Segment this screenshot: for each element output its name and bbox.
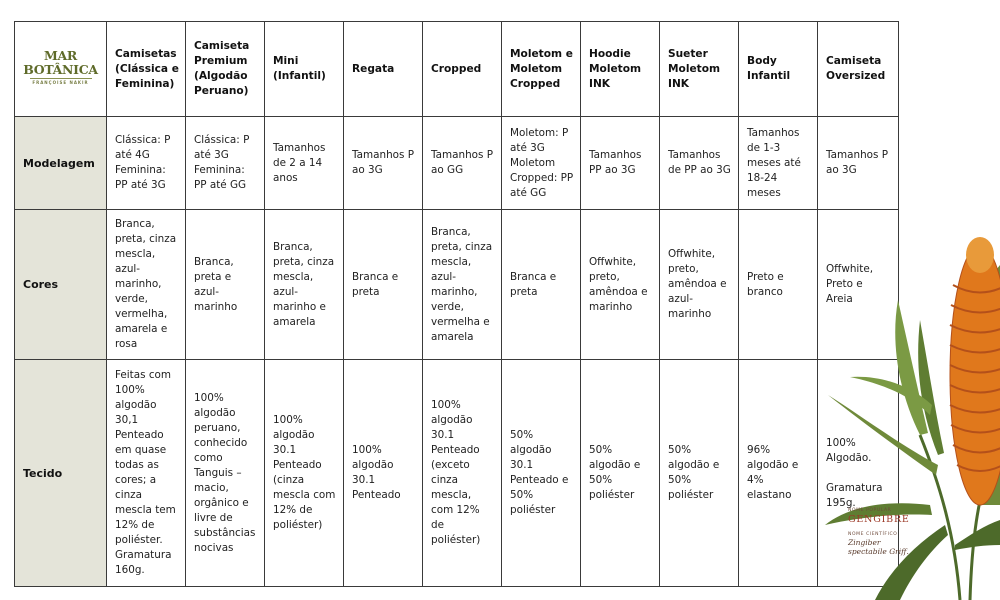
column-header: Moletom e Moletom Cropped [502, 22, 581, 117]
table-cell: 100% algodão 30.1 Penteado (cinza mescla com 12% de poliéster) [265, 360, 344, 587]
row-header: Modelagem [15, 117, 107, 210]
table-cell: Tamanhos P ao 3G [818, 117, 899, 210]
table-cell: Offwhite, Preto e Areia [818, 210, 899, 360]
table-cell: Preto e branco [739, 210, 818, 360]
product-spec-table [14, 21, 899, 587]
table-cell: Offwhite, preto, amêndoa e azul-marinho [660, 210, 739, 360]
table-row-tecido [15, 360, 899, 587]
table-cell: 96% algodão e 4% elastano [739, 360, 818, 587]
table-cell: 100% algodão peruano, conhecido como Tanguis – macio, orgânico e livre de substâncias nocivas [186, 360, 265, 587]
table-cell: Tamanhos PP ao 3G [581, 117, 660, 210]
table-cell: Moletom: P até 3G Moletom Cropped: PP até GG [502, 117, 581, 210]
table-cell: 100% algodão 30.1 Penteado [344, 360, 423, 587]
table-row-modelagem [15, 117, 899, 210]
column-header: Body Infantil [739, 22, 818, 117]
popular-name: GENGIBRE [848, 514, 910, 525]
table-cell: 50% algodão 30.1 Penteado e 50% poliéster [502, 360, 581, 587]
brand-logo [15, 49, 106, 85]
table-cell: Feitas com 100% algodão 30,1 Penteado em quase todas as cores; a cinza mescla tem 12% de poliéster. Gramatura 160g. [107, 360, 186, 587]
table-cell: Tamanhos de 2 a 14 anos [265, 117, 344, 210]
table-cell: Branca e preta [344, 210, 423, 360]
table-cell: Branca, preta e azul-marinho [186, 210, 265, 360]
table-cell: Clássica: P até 4G Feminina: PP até 3G [107, 117, 186, 210]
table-header-row [15, 22, 899, 117]
ginger-flower [950, 237, 1000, 505]
column-header: Mini (Infantil) [265, 22, 344, 117]
column-header: Sueter Moletom INK [660, 22, 739, 117]
column-header: Hoodie Moletom INK [581, 22, 660, 117]
logo-divider [30, 78, 92, 79]
column-header: Cropped [423, 22, 502, 117]
brand-tagline: FRANÇOISE NAKIR [32, 80, 89, 85]
column-header: Camisetas (Clássica e Feminina) [107, 22, 186, 117]
table-cell: Branca, preta, cinza mescla, azul-marinho, verde, vermelha e amarela [423, 210, 502, 360]
table-cell: 50% algodão e 50% poliéster [660, 360, 739, 587]
brand-name: MAR BOTÂNICA [23, 48, 98, 77]
table-cell: Tamanhos P ao 3G [344, 117, 423, 210]
table-cell: Offwhite, preto, amêndoa e marinho [581, 210, 660, 360]
table-cell: Clássica: P até 3G Feminina: PP até GG [186, 117, 265, 210]
table-cell: Branca e preta [502, 210, 581, 360]
row-header: Cores [15, 210, 107, 360]
logo-cell [15, 22, 107, 117]
plant-caption [848, 508, 918, 556]
table-cell: Tamanhos de 1-3 meses até 18-24 meses [739, 117, 818, 210]
table-row-cores [15, 210, 899, 360]
column-header: Regata [344, 22, 423, 117]
table-cell: 50% algodão e 50% poliéster [581, 360, 660, 587]
scientific-name-label: NOME CIENTÍFICO [848, 532, 898, 537]
popular-name-label: NOME POPULAR [848, 508, 892, 513]
table-cell: Branca, preta, cinza mescla, azul-marinho e amarela [265, 210, 344, 360]
row-header: Tecido [15, 360, 107, 587]
column-header: Camiseta Premium (Algodão Peruano) [186, 22, 265, 117]
table-cell: Branca, preta, cinza mescla, azul-marinho, verde, vermelha, amarela e rosa [107, 210, 186, 360]
table-cell: 100% algodão 30.1 Penteado (exceto cinza mescla, com 12% de poliéster) [423, 360, 502, 587]
cell-text-extra: Gramatura 195g. [826, 481, 883, 509]
scientific-name: Zingiber spectabile Griff. [848, 538, 909, 556]
column-header: Camiseta Oversized [818, 22, 899, 117]
cell-text: 100% Algodão. [826, 436, 872, 464]
table-cell: Tamanhos P ao GG [423, 117, 502, 210]
table-cell: Tamanhos de PP ao 3G [660, 117, 739, 210]
